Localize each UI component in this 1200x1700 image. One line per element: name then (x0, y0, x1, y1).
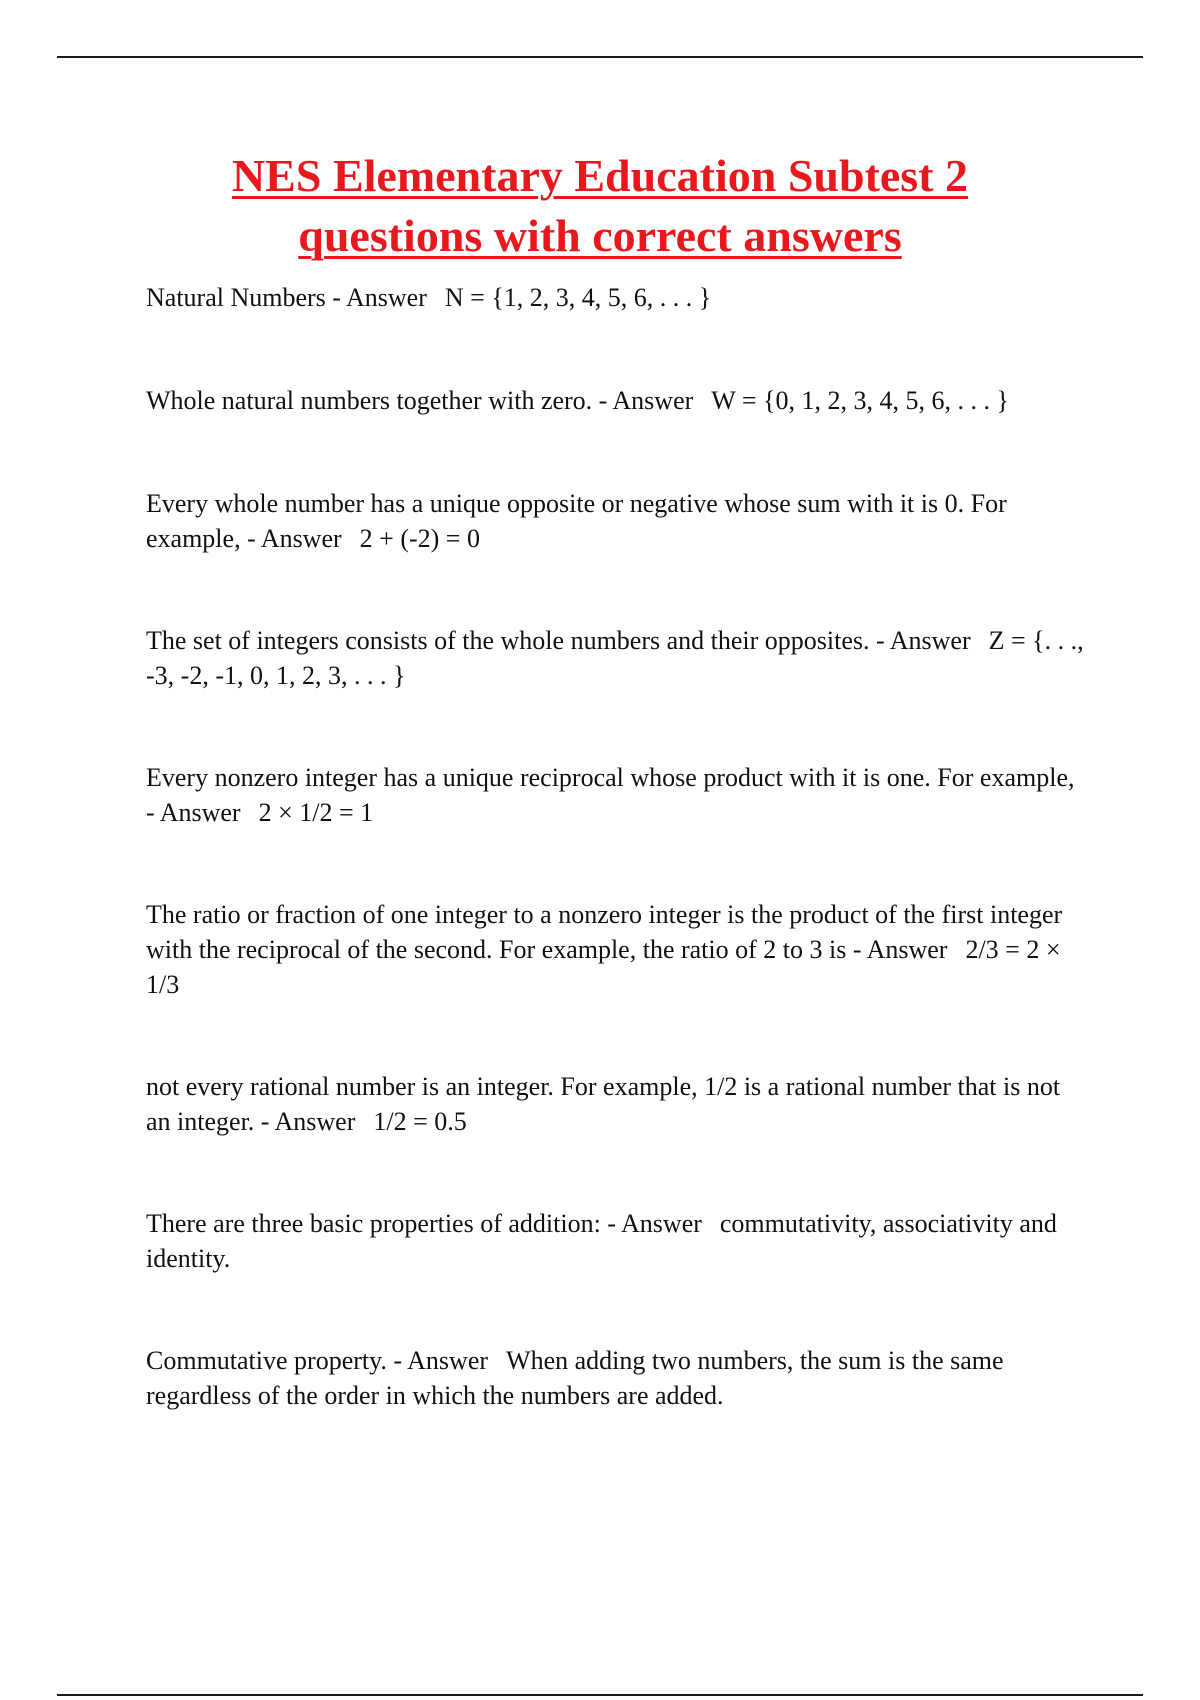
qa-answer: N = {1, 2, 3, 4, 5, 6, . . . } (444, 283, 712, 312)
qa-item-rational-number (146, 1069, 1086, 1139)
qa-answer: When adding two numbers, the sum is the same regardless of the order in which the numbers are added. (146, 1346, 1004, 1410)
qa-answer: 2 × 1/2 = 1 (258, 798, 374, 827)
qa-question: Every whole number has a unique opposite or negative whose sum with it is 0. For example, - Answer (146, 489, 1007, 553)
qa-answer: W = {0, 1, 2, 3, 4, 5, 6, . . . } (711, 386, 1009, 415)
top-rule (57, 56, 1143, 58)
qa-item-natural-numbers (146, 280, 1086, 315)
qa-answer: commutativity, associativity and identity. (146, 1209, 1057, 1273)
qa-item-commutative (146, 1343, 1086, 1413)
qa-item-whole-numbers (146, 383, 1086, 418)
qa-question: not every rational number is an integer. For example, 1/2 is a rational number that is not an integer. - Answer (146, 1072, 1061, 1136)
title-line-2: questions with correct answers (298, 210, 902, 261)
qa-item-reciprocal (146, 760, 1086, 830)
qa-answer: 1/2 = 0.5 (373, 1107, 467, 1136)
qa-item-opposites (146, 486, 1086, 556)
qa-question: There are three basic properties of addition: - Answer (146, 1209, 702, 1238)
page-title (100, 146, 1100, 266)
qa-answer: 2 + (-2) = 0 (359, 524, 480, 553)
qa-question: Commutative property. - Answer (146, 1346, 489, 1375)
qa-answer: 2/3 = 2 × 1/3 (146, 935, 1061, 999)
qa-question: Every nonzero integer has a unique reciprocal whose product with it is one. For example, - Answer (146, 763, 1075, 827)
qa-question: The ratio or fraction of one integer to a nonzero integer is the product of the first integer with the reciprocal of the second. For example, the ratio of 2 to 3 is - Answer (146, 900, 1063, 964)
qa-item-integers (146, 623, 1086, 693)
qa-answer: Z = {. . ., -3, -2, -1, 0, 1, 2, 3, . . . } (146, 626, 1084, 690)
bottom-rule (57, 1694, 1143, 1696)
qa-question: Natural Numbers - Answer (146, 283, 427, 312)
title-line-1: NES Elementary Education Subtest 2 (231, 150, 969, 201)
qa-item-ratio (146, 897, 1086, 1002)
qa-question: Whole natural numbers together with zero. - Answer (146, 386, 694, 415)
qa-item-addition-properties (146, 1206, 1086, 1276)
qa-question: The set of integers consists of the whole numbers and their opposites. - Answer (146, 626, 971, 655)
